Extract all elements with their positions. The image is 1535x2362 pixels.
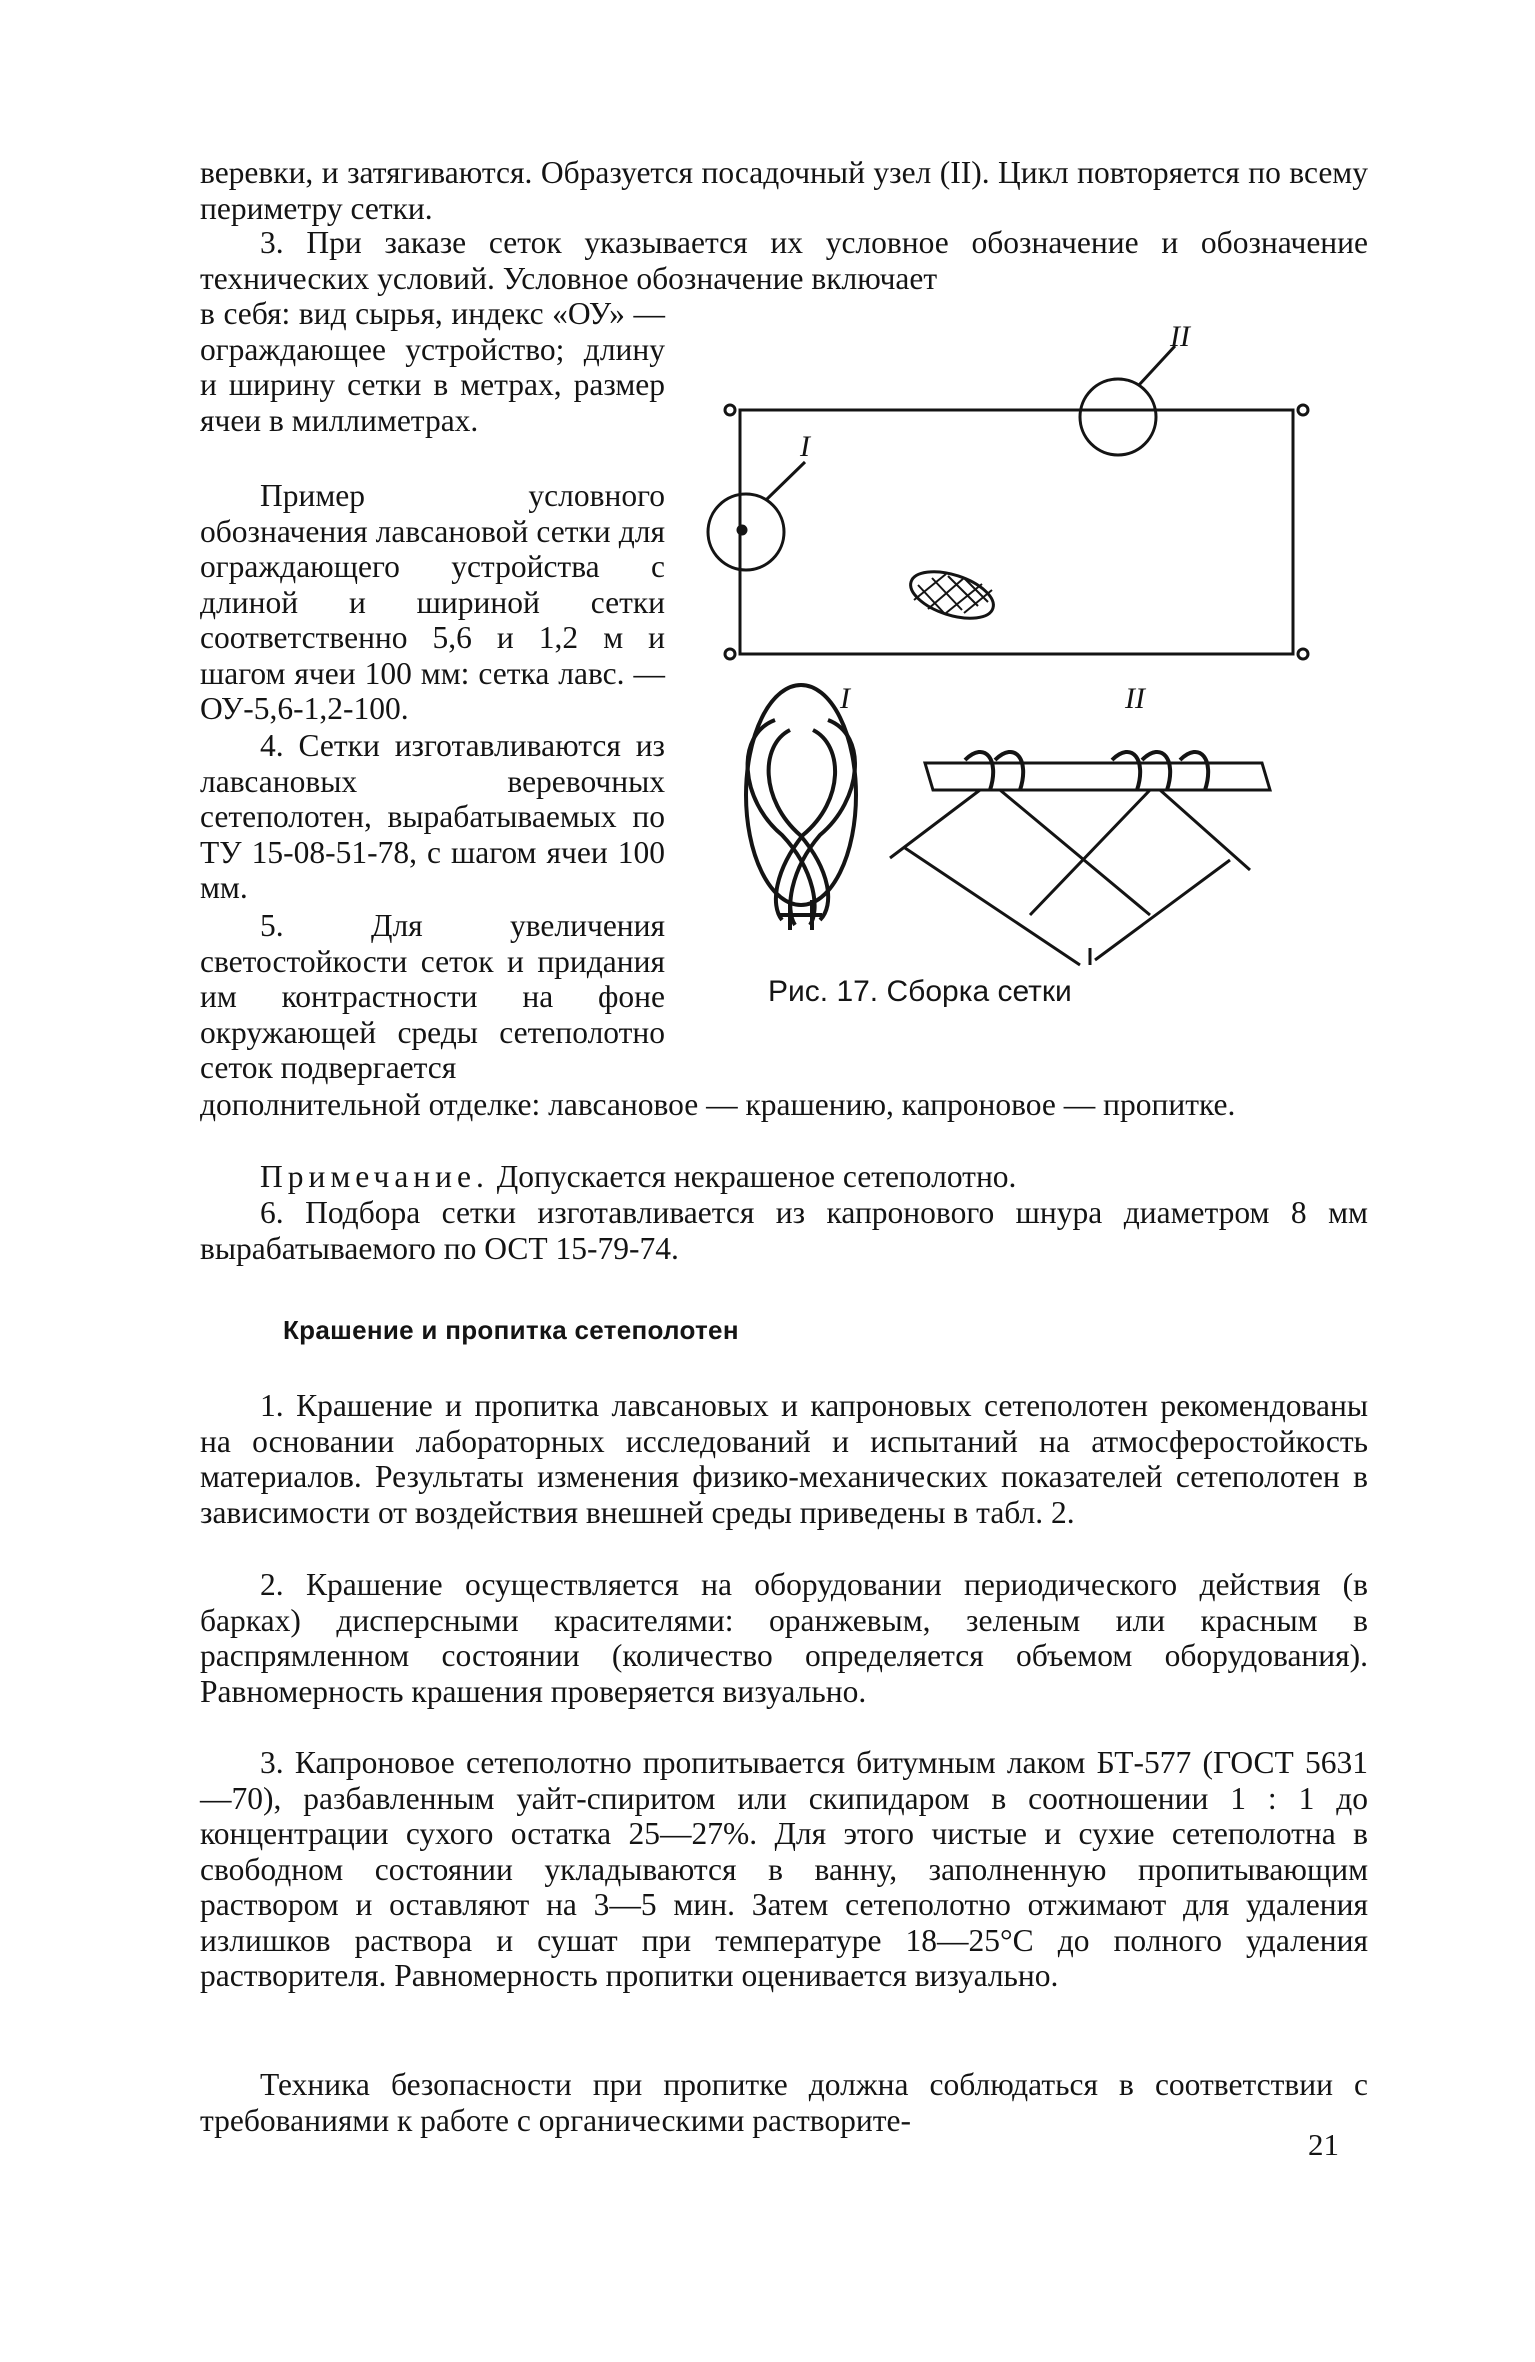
detail-circle-I xyxy=(708,494,784,570)
paragraph-4: 4. Сетки изготавливаются из лавсановых веревочных сетеполотен, вырабатываемых по ТУ 15-08-51-78, с шагом ячеи 100 мм. xyxy=(200,728,665,905)
frame-ring-top-left xyxy=(725,405,735,415)
section-paragraph-2: 2. Крашение осуществляется на оборудовании периодического действия (в барках) дисперсными красителями: оранжевым, зеленым или красным в распрямленном состоянии (количество определяется объемом оборудования). Равномерность крашения проверяется визуально. xyxy=(200,1567,1368,1709)
paragraph-5-continued: дополнительной отделке: лавсановое — крашению, капроновое — пропитке. xyxy=(200,1087,1236,1122)
leader-line-I xyxy=(766,462,805,500)
section-heading: Крашение и пропитка сетеполотен xyxy=(283,1315,739,1345)
figure-caption: Рис. 17. Сборка сетки xyxy=(768,975,1072,1008)
frame-ring-top-right xyxy=(1298,405,1308,415)
detail-point-I xyxy=(738,526,746,534)
note-text: Допускается некрашеное сетеполотно. xyxy=(488,1159,1017,1194)
paragraph-3: 3. При заказе сеток указывается их условное обозначение и обозначение технических условий. Условное обозначение включает xyxy=(200,225,1368,296)
paragraph-example: Пример условного обозначения лавсановой сетки для ограждающего устройства с длиной и шириной сетки соответственно 5,6 и 1,2 м и шагом ячеи 100 мм: сетка лавс. — ОУ-5,6-1,2-100. xyxy=(200,478,665,726)
label-II-bottom: II xyxy=(1125,682,1145,715)
knot-I-diagram xyxy=(746,685,856,930)
paragraph-6: 6. Подбора сетки изготавливается из капронового шнура диаметром 8 мм вырабатываемого по ОСТ 15-79-74. xyxy=(200,1195,1368,1266)
net-frame xyxy=(740,410,1293,654)
leader-line-II xyxy=(1139,346,1175,385)
mesh-sample-hatching xyxy=(914,574,992,613)
paragraph-3-continued: в себя: вид сырья, индекс «ОУ» — ограждающее устройство; длину и ширину сетки в метрах, размер ячеи в миллиметрах. xyxy=(200,296,665,438)
note-label: Примечание. xyxy=(260,1159,489,1194)
section-paragraph-3: 3. Капроновое сетеполотно пропитывается битумным лаком БТ-577 (ГОСТ 5631—70), разбавленным уайт-спиритом или скипидаром в соотношении 1 : 1 до концентрации сухого остатка 25—27%. Для этого чистые и сухие сетеполотна в свободном состоянии укладываются в ванну, заполненную пропитывающим раствором и оставляют на 3—5 мин. Затем сетеполотно отжимают для удаления излишков раствора и сушат при температуре 18—25°С до полного удаления растворителя. Равномерность пропитки оценивается визуально. xyxy=(200,1745,1368,1993)
paragraph-5: 5. Для увеличения светостойкости сеток и придания им контрастности на фоне окружающей среды сетеполотно сеток подвергается xyxy=(200,908,665,1085)
section-paragraph-1: 1. Крашение и пропитка лавсановых и капроновых сетеполотен рекомендованы на основании лабораторных исследований и испытаний на атмосферостойкость материалов. Результаты изменения физико-механических показателей сетеполотен в зависимости от воздействия внешней среды приведены в табл. 2. xyxy=(200,1388,1368,1530)
note xyxy=(200,1159,1368,1195)
mesh-lines xyxy=(890,790,1250,965)
knot-II-diagram xyxy=(890,752,1270,965)
paragraph-intro: веревки, и затягиваются. Образуется посадочный узел (II). Цикл повторяется по всему периметру сетки. xyxy=(200,155,1368,226)
section-paragraph-4: Техника безопасности при пропитке должна соблюдаться в соответствии с требованиями к работе с органическими растворите- xyxy=(200,2067,1368,2138)
rope xyxy=(925,763,1270,790)
mesh-sample xyxy=(905,563,999,628)
detail-circle-II xyxy=(1080,379,1156,455)
label-I-bottom: I xyxy=(840,682,850,715)
label-II-top: II xyxy=(1170,320,1190,353)
frame-ring-bottom-right xyxy=(1298,649,1308,659)
label-I-top: I xyxy=(800,430,810,463)
page-number: 21 xyxy=(1308,2127,1339,2162)
frame-ring-bottom-left xyxy=(725,649,735,659)
